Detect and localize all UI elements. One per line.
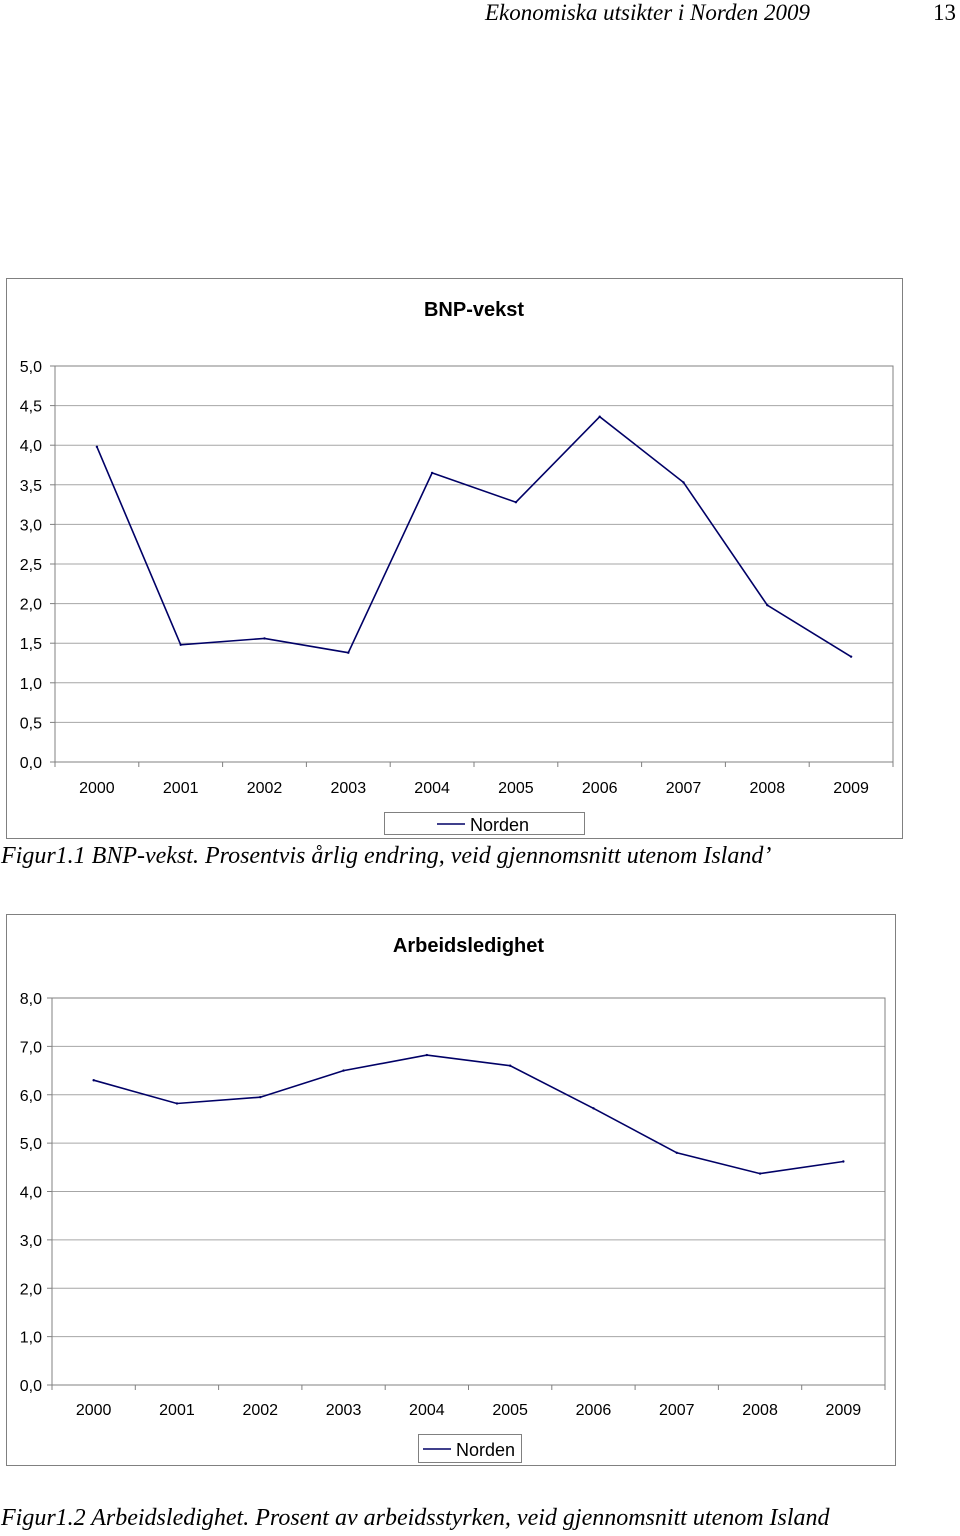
chart2-data-point bbox=[259, 1096, 261, 1098]
chart1-data-point bbox=[850, 655, 852, 657]
chart1-data-point bbox=[766, 604, 768, 606]
chart2-y-tick-label: 7,0 bbox=[19, 1039, 42, 1057]
chart2-x-tick-label: 2003 bbox=[325, 1402, 362, 1419]
chart1-data-point bbox=[515, 501, 517, 503]
chart1-y-tick-label: 0,5 bbox=[19, 715, 42, 733]
chart2-data-point bbox=[342, 1069, 344, 1071]
chart2-x-tick-label: 2004 bbox=[409, 1402, 445, 1419]
page-number: 13 bbox=[933, 0, 956, 25]
chart2-data-point bbox=[759, 1172, 761, 1174]
chart2-data-point bbox=[92, 1079, 94, 1081]
chart1-x-tick-label: 2009 bbox=[833, 780, 869, 797]
chart1-data-point bbox=[431, 472, 433, 474]
chart1-x-tick-label: 2005 bbox=[498, 780, 534, 797]
chart2-data-point bbox=[592, 1107, 594, 1109]
chart2-y-tick-label: 5,0 bbox=[19, 1136, 42, 1154]
chart1-data-point bbox=[347, 652, 349, 654]
chart2-y-tick-label: 0,0 bbox=[19, 1378, 42, 1395]
chart1-frame bbox=[7, 279, 903, 839]
chart2-data-point bbox=[176, 1102, 178, 1104]
chart2-data-point bbox=[509, 1065, 511, 1067]
chart1-x-tick-label: 2007 bbox=[665, 780, 702, 797]
chart2-data-point bbox=[676, 1152, 678, 1154]
chart2-x-tick-label: 2006 bbox=[575, 1402, 612, 1419]
chart1-y-tick-label: 3,0 bbox=[19, 517, 42, 535]
chart1-data-point bbox=[599, 415, 601, 417]
chart2-x-tick-label: 2001 bbox=[159, 1402, 195, 1419]
chart2-x-tick-label: 2005 bbox=[492, 1402, 528, 1419]
chart1-y-tick-label: 4,5 bbox=[19, 398, 42, 416]
chart1-x-tick-label: 2001 bbox=[162, 780, 199, 797]
chart2-y-tick-label: 8,0 bbox=[19, 991, 42, 1008]
chart1-y-tick-label: 5,0 bbox=[19, 359, 42, 376]
chart2-y-tick-label: 2,0 bbox=[19, 1281, 42, 1299]
figure-caption-1: Figur1.1 BNP-vekst. Prosentvis årlig endring, veid gjennomsnitt utenom Island’ bbox=[1, 843, 772, 869]
chart2-x-tick-label: 2009 bbox=[825, 1402, 862, 1419]
chart1-y-tick-label: 4,0 bbox=[19, 438, 42, 456]
running-header-title: Ekonomiska utsikter i Norden 2009 bbox=[485, 0, 810, 25]
chart1-y-tick-label: 2,5 bbox=[19, 557, 42, 574]
chart2-frame bbox=[7, 915, 896, 1466]
chart1-x-tick-label: 2004 bbox=[414, 780, 450, 797]
chart2-y-tick-label: 3,0 bbox=[19, 1232, 42, 1250]
chart2-x-tick-label: 2008 bbox=[742, 1402, 778, 1419]
chart2-x-tick-label: 2007 bbox=[658, 1402, 695, 1419]
chart2-legend-label: Norden bbox=[456, 1440, 516, 1460]
chart2-x-tick-label: 2002 bbox=[242, 1402, 279, 1419]
chart1-x-tick-label: 2000 bbox=[79, 780, 115, 797]
chart2-y-tick-label: 1,0 bbox=[19, 1329, 42, 1347]
chart1-data-point bbox=[96, 446, 98, 448]
chart2-x-tick-label: 2000 bbox=[75, 1402, 112, 1419]
chart1-x-tick-label: 2002 bbox=[246, 780, 283, 797]
chart2-y-tick-label: 4,0 bbox=[19, 1184, 42, 1202]
chart2-title: Arbeidsledighet bbox=[392, 935, 545, 957]
chart1-data-point bbox=[180, 644, 182, 646]
chart1-x-tick-label: 2008 bbox=[749, 780, 786, 797]
figure-caption-2: Figur1.2 Arbeidsledighet. Prosent av arbeidsstyrken, veid gjennomsnitt utenom Island bbox=[1, 1505, 830, 1531]
chart2-data-point bbox=[842, 1160, 844, 1162]
chart1-data-point bbox=[682, 481, 684, 483]
chart1-y-tick-label: 1,0 bbox=[19, 675, 42, 693]
chart1-data-point bbox=[263, 637, 265, 639]
chart1-title: BNP-vekst bbox=[423, 299, 525, 321]
chart1-x-tick-label: 2003 bbox=[330, 780, 367, 797]
chart1-x-tick-label: 2006 bbox=[581, 780, 618, 797]
chart1-y-tick-label: 3,5 bbox=[19, 477, 42, 495]
chart2-y-tick-label: 6,0 bbox=[19, 1087, 42, 1105]
chart1-y-tick-label: 2,0 bbox=[19, 596, 42, 614]
chart1-y-tick-label: 1,5 bbox=[19, 636, 42, 654]
chart1-y-tick-label: 0,0 bbox=[19, 755, 42, 772]
chart2-data-point bbox=[426, 1054, 428, 1056]
chart1-legend-label: Norden bbox=[470, 815, 530, 835]
